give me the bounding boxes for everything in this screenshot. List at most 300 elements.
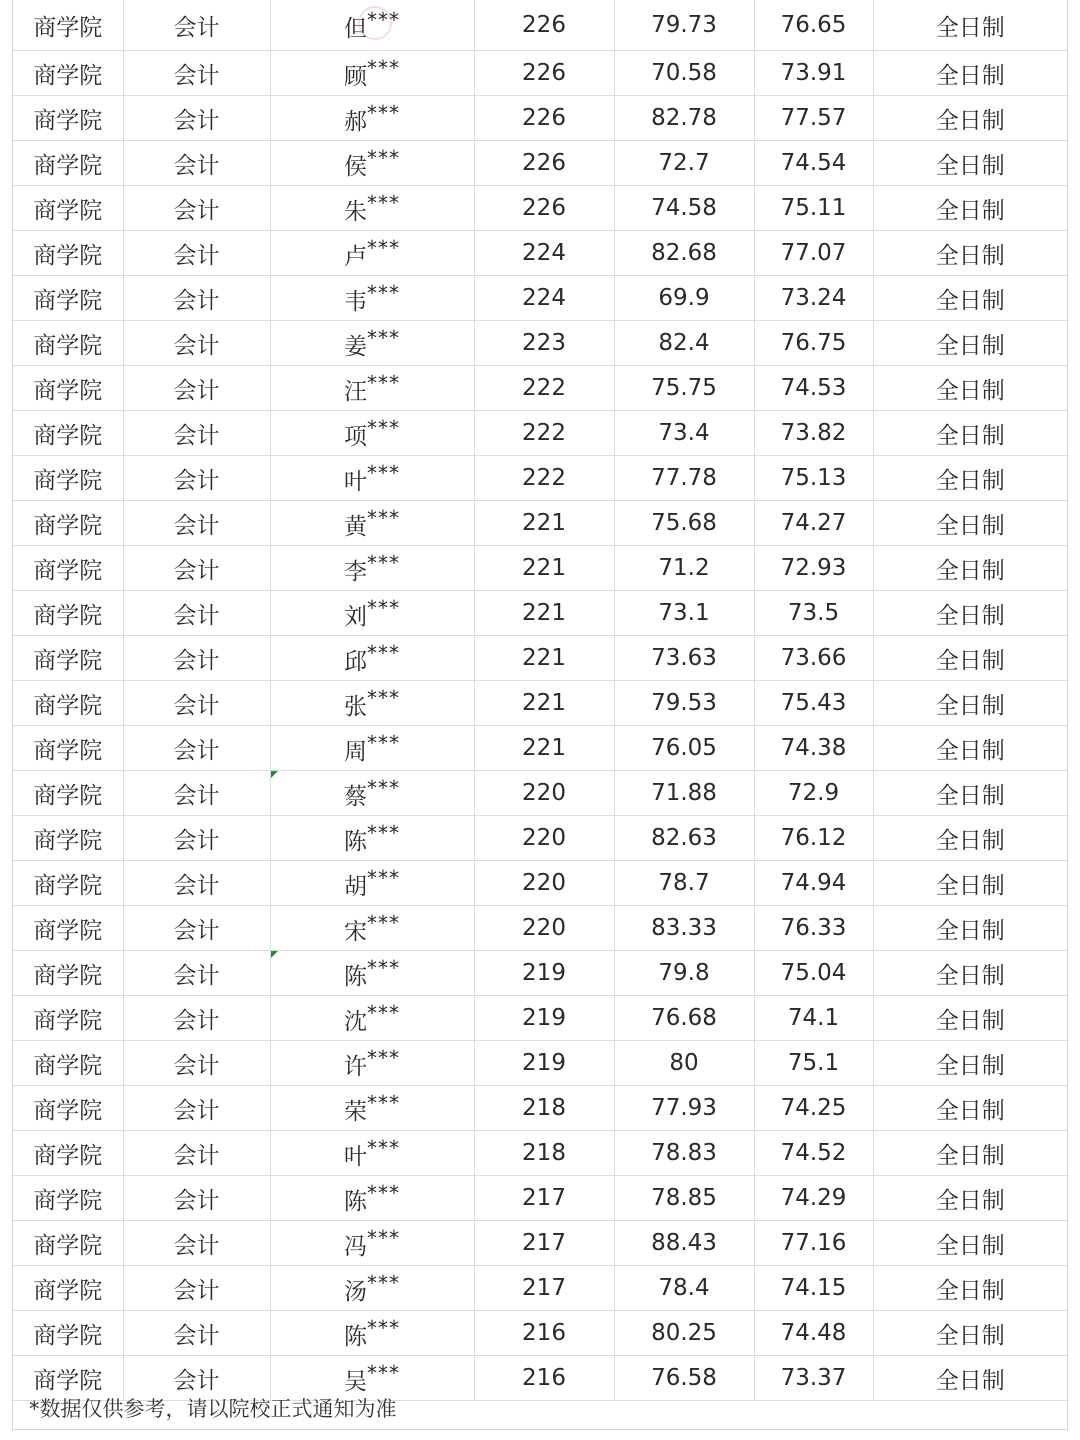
surname: 蔡 <box>344 783 367 810</box>
masked-name <box>344 1001 400 1036</box>
total-score-cell: 74.1 <box>754 996 873 1041</box>
name-cell <box>270 1221 474 1266</box>
surname: 韦 <box>344 288 367 315</box>
masked-name <box>344 1091 400 1126</box>
name-mask: *** <box>367 280 400 305</box>
table-row <box>13 0 1067 51</box>
total-score-cell: 75.11 <box>754 186 873 231</box>
table-row <box>13 996 1067 1041</box>
retest-score-cell: 79.53 <box>614 681 754 726</box>
total-score-cell: 74.38 <box>754 726 873 771</box>
total-score-cell: 73.82 <box>754 411 873 456</box>
major-cell: 会计 <box>123 726 270 771</box>
school-cell: 商学院 <box>13 1266 123 1311</box>
major-cell: 会计 <box>123 141 270 186</box>
name-mask: *** <box>367 1315 400 1340</box>
initial-score-cell: 220 <box>474 816 614 861</box>
spreadsheet-table-container <box>12 0 1068 1430</box>
study-mode-cell: 全日制 <box>873 1266 1067 1311</box>
name-mask: *** <box>367 145 400 170</box>
retest-score-cell: 82.78 <box>614 96 754 141</box>
study-mode-cell: 全日制 <box>873 1176 1067 1221</box>
surname: 胡 <box>344 873 367 900</box>
surname: 沈 <box>344 1008 367 1035</box>
major-cell: 会计 <box>123 456 270 501</box>
total-score-cell: 74.53 <box>754 366 873 411</box>
study-mode-cell: 全日制 <box>873 366 1067 411</box>
total-score-cell: 73.37 <box>754 1356 873 1401</box>
initial-score-cell: 219 <box>474 996 614 1041</box>
major-cell: 会计 <box>123 636 270 681</box>
table-row <box>13 321 1067 366</box>
school-cell: 商学院 <box>13 1131 123 1176</box>
name-mask: *** <box>367 370 400 395</box>
initial-score-cell: 222 <box>474 411 614 456</box>
table-row <box>13 726 1067 771</box>
retest-score-cell: 80 <box>614 1041 754 1086</box>
masked-name <box>344 686 400 721</box>
total-score-cell: 76.33 <box>754 906 873 951</box>
name-mask: *** <box>367 100 400 125</box>
school-cell: 商学院 <box>13 906 123 951</box>
initial-score-cell: 226 <box>474 141 614 186</box>
masked-name <box>344 56 400 91</box>
school-cell: 商学院 <box>13 276 123 321</box>
initial-score-cell: 218 <box>474 1131 614 1176</box>
initial-score-cell: 216 <box>474 1311 614 1356</box>
school-cell: 商学院 <box>13 861 123 906</box>
study-mode-cell: 全日制 <box>873 186 1067 231</box>
surname: 郝 <box>344 108 367 135</box>
retest-score-cell: 80.25 <box>614 1311 754 1356</box>
masked-name <box>344 596 400 631</box>
surname: 但 <box>344 15 367 42</box>
name-cell <box>270 816 474 861</box>
name-cell <box>270 636 474 681</box>
study-mode-cell: 全日制 <box>873 771 1067 816</box>
school-cell: 商学院 <box>13 1221 123 1266</box>
name-mask: *** <box>367 1000 400 1025</box>
school-cell: 商学院 <box>13 231 123 276</box>
major-cell: 会计 <box>123 96 270 141</box>
initial-score-cell: 223 <box>474 321 614 366</box>
initial-score-cell: 217 <box>474 1176 614 1221</box>
retest-score-cell: 78.83 <box>614 1131 754 1176</box>
name-mask: *** <box>367 685 400 710</box>
name-mask: *** <box>367 865 400 890</box>
masked-name <box>344 281 400 316</box>
name-mask: *** <box>367 1090 400 1115</box>
study-mode-cell: 全日制 <box>873 861 1067 906</box>
surname: 黄 <box>344 513 367 540</box>
table-row <box>13 141 1067 186</box>
major-cell: 会计 <box>123 411 270 456</box>
study-mode-cell: 全日制 <box>873 1311 1067 1356</box>
retest-score-cell: 79.8 <box>614 951 754 996</box>
study-mode-cell: 全日制 <box>873 276 1067 321</box>
school-cell: 商学院 <box>13 141 123 186</box>
major-cell: 会计 <box>123 906 270 951</box>
school-cell: 商学院 <box>13 636 123 681</box>
table-row <box>13 636 1067 681</box>
surname: 卢 <box>344 243 367 270</box>
masked-name <box>344 1316 400 1351</box>
masked-name <box>344 551 400 586</box>
total-score-cell: 75.13 <box>754 456 873 501</box>
total-score-cell: 76.12 <box>754 816 873 861</box>
total-score-cell: 75.43 <box>754 681 873 726</box>
name-cell <box>270 1176 474 1221</box>
name-cell <box>270 1131 474 1176</box>
table-row <box>13 1221 1067 1266</box>
masked-name <box>344 101 400 136</box>
name-cell <box>270 861 474 906</box>
initial-score-cell: 219 <box>474 951 614 996</box>
initial-score-cell: 226 <box>474 0 614 51</box>
study-mode-cell: 全日制 <box>873 591 1067 636</box>
study-mode-cell: 全日制 <box>873 96 1067 141</box>
name-cell <box>270 411 474 456</box>
initial-score-cell: 216 <box>474 1356 614 1401</box>
total-score-cell: 77.07 <box>754 231 873 276</box>
table-row <box>13 1311 1067 1356</box>
name-mask: *** <box>367 190 400 215</box>
table-row <box>13 411 1067 456</box>
major-cell: 会计 <box>123 321 270 366</box>
initial-score-cell: 221 <box>474 681 614 726</box>
major-cell: 会计 <box>123 951 270 996</box>
surname: 李 <box>344 558 367 585</box>
surname: 朱 <box>344 198 367 225</box>
table-row <box>13 951 1067 996</box>
name-mask: *** <box>367 235 400 260</box>
major-cell: 会计 <box>123 1086 270 1131</box>
masked-name <box>344 866 400 901</box>
study-mode-cell: 全日制 <box>873 321 1067 366</box>
masked-name <box>344 641 400 676</box>
retest-score-cell: 78.4 <box>614 1266 754 1311</box>
school-cell: 商学院 <box>13 51 123 96</box>
initial-score-cell: 217 <box>474 1221 614 1266</box>
table-row <box>13 96 1067 141</box>
study-mode-cell: 全日制 <box>873 1221 1067 1266</box>
school-cell: 商学院 <box>13 816 123 861</box>
surname: 冯 <box>344 1233 367 1260</box>
major-cell: 会计 <box>123 591 270 636</box>
school-cell: 商学院 <box>13 1311 123 1356</box>
name-cell <box>270 546 474 591</box>
initial-score-cell: 221 <box>474 501 614 546</box>
masked-name <box>344 191 400 226</box>
school-cell: 商学院 <box>13 996 123 1041</box>
initial-score-cell: 226 <box>474 51 614 96</box>
surname: 侯 <box>344 153 367 180</box>
name-mask: *** <box>367 775 400 800</box>
initial-score-cell: 222 <box>474 366 614 411</box>
name-cell <box>270 321 474 366</box>
surname: 叶 <box>344 1143 367 1170</box>
retest-score-cell: 76.68 <box>614 996 754 1041</box>
surname: 陈 <box>344 963 367 990</box>
surname: 陈 <box>344 1188 367 1215</box>
surname: 汪 <box>344 378 367 405</box>
retest-score-cell: 71.88 <box>614 771 754 816</box>
masked-name <box>344 1181 400 1216</box>
name-cell <box>270 1266 474 1311</box>
school-cell: 商学院 <box>13 591 123 636</box>
surname: 张 <box>344 693 367 720</box>
study-mode-cell: 全日制 <box>873 1356 1067 1401</box>
name-cell <box>270 726 474 771</box>
total-score-cell: 76.65 <box>754 0 873 51</box>
surname: 项 <box>344 423 367 450</box>
surname: 汤 <box>344 1278 367 1305</box>
retest-score-cell: 70.58 <box>614 51 754 96</box>
masked-name <box>344 326 400 361</box>
surname: 陈 <box>344 828 367 855</box>
table-row <box>13 1176 1067 1221</box>
total-score-cell: 72.9 <box>754 771 873 816</box>
major-cell: 会计 <box>123 1176 270 1221</box>
total-score-cell: 74.48 <box>754 1311 873 1356</box>
masked-name <box>344 956 400 991</box>
name-cell <box>270 231 474 276</box>
retest-score-cell: 88.43 <box>614 1221 754 1266</box>
name-mask: *** <box>367 1225 400 1250</box>
study-mode-cell: 全日制 <box>873 51 1067 96</box>
retest-score-cell: 75.75 <box>614 366 754 411</box>
major-cell: 会计 <box>123 501 270 546</box>
initial-score-cell: 219 <box>474 1041 614 1086</box>
retest-score-cell: 74.58 <box>614 186 754 231</box>
table-row <box>13 366 1067 411</box>
initial-score-cell: 221 <box>474 636 614 681</box>
study-mode-cell: 全日制 <box>873 1041 1067 1086</box>
major-cell: 会计 <box>123 861 270 906</box>
table-row <box>13 681 1067 726</box>
retest-score-cell: 73.4 <box>614 411 754 456</box>
name-cell <box>270 1311 474 1356</box>
surname: 荣 <box>344 1098 367 1125</box>
name-mask: *** <box>367 955 400 980</box>
name-mask: *** <box>367 550 400 575</box>
table-row <box>13 456 1067 501</box>
masked-name <box>344 416 400 451</box>
study-mode-cell: 全日制 <box>873 231 1067 276</box>
name-cell <box>270 1086 474 1131</box>
name-cell <box>270 276 474 321</box>
initial-score-cell: 220 <box>474 861 614 906</box>
total-score-cell: 74.94 <box>754 861 873 906</box>
school-cell: 商学院 <box>13 321 123 366</box>
initial-score-cell: 226 <box>474 186 614 231</box>
school-cell: 商学院 <box>13 186 123 231</box>
name-cell <box>270 1041 474 1086</box>
masked-name <box>344 461 400 496</box>
name-mask: *** <box>367 820 400 845</box>
name-cell <box>270 141 474 186</box>
total-score-cell: 74.29 <box>754 1176 873 1221</box>
masked-name <box>344 1046 400 1081</box>
score-table <box>13 0 1067 1401</box>
name-mask: *** <box>367 1045 400 1070</box>
name-cell <box>270 906 474 951</box>
surname: 顾 <box>344 63 367 90</box>
surname: 吴 <box>344 1368 367 1395</box>
retest-score-cell: 79.73 <box>614 0 754 51</box>
name-mask: *** <box>367 1270 400 1295</box>
total-score-cell: 74.25 <box>754 1086 873 1131</box>
major-cell: 会计 <box>123 0 270 51</box>
retest-score-cell: 77.78 <box>614 456 754 501</box>
masked-name <box>344 911 400 946</box>
major-cell: 会计 <box>123 1221 270 1266</box>
study-mode-cell: 全日制 <box>873 0 1067 51</box>
initial-score-cell: 224 <box>474 276 614 321</box>
name-cell <box>270 456 474 501</box>
total-score-cell: 73.24 <box>754 276 873 321</box>
masked-name <box>344 1361 400 1396</box>
table-row <box>13 1086 1067 1131</box>
name-mask: *** <box>367 910 400 935</box>
table-row <box>13 276 1067 321</box>
initial-score-cell: 220 <box>474 771 614 816</box>
masked-name <box>344 821 400 856</box>
surname: 陈 <box>344 1323 367 1350</box>
major-cell: 会计 <box>123 546 270 591</box>
total-score-cell: 72.93 <box>754 546 873 591</box>
school-cell: 商学院 <box>13 951 123 996</box>
study-mode-cell: 全日制 <box>873 456 1067 501</box>
masked-name <box>344 236 400 271</box>
retest-score-cell: 82.63 <box>614 816 754 861</box>
loading-ring-icon <box>358 6 392 40</box>
name-mask: *** <box>367 505 400 530</box>
retest-score-cell: 77.93 <box>614 1086 754 1131</box>
total-score-cell: 77.16 <box>754 1221 873 1266</box>
name-cell <box>270 186 474 231</box>
name-mask: *** <box>367 325 400 350</box>
initial-score-cell: 221 <box>474 591 614 636</box>
major-cell: 会计 <box>123 1356 270 1401</box>
cell-comment-flag-icon <box>271 951 278 958</box>
study-mode-cell: 全日制 <box>873 411 1067 456</box>
name-cell <box>270 96 474 141</box>
name-cell <box>270 771 474 816</box>
school-cell: 商学院 <box>13 771 123 816</box>
table-row <box>13 771 1067 816</box>
name-cell <box>270 591 474 636</box>
study-mode-cell: 全日制 <box>873 546 1067 591</box>
school-cell: 商学院 <box>13 1086 123 1131</box>
masked-name <box>344 731 400 766</box>
total-score-cell: 75.04 <box>754 951 873 996</box>
cell-comment-flag-icon <box>271 771 278 778</box>
retest-score-cell: 78.7 <box>614 861 754 906</box>
surname: 周 <box>344 738 367 765</box>
name-cell <box>270 681 474 726</box>
initial-score-cell: 217 <box>474 1266 614 1311</box>
name-cell <box>270 996 474 1041</box>
retest-score-cell: 76.05 <box>614 726 754 771</box>
major-cell: 会计 <box>123 681 270 726</box>
study-mode-cell: 全日制 <box>873 726 1067 771</box>
name-mask: *** <box>367 730 400 755</box>
retest-score-cell: 71.2 <box>614 546 754 591</box>
name-cell <box>270 51 474 96</box>
masked-name <box>344 1271 400 1306</box>
total-score-cell: 77.57 <box>754 96 873 141</box>
total-score-cell: 73.5 <box>754 591 873 636</box>
major-cell: 会计 <box>123 51 270 96</box>
retest-score-cell: 72.7 <box>614 141 754 186</box>
major-cell: 会计 <box>123 816 270 861</box>
major-cell: 会计 <box>123 1041 270 1086</box>
table-row <box>13 1041 1067 1086</box>
study-mode-cell: 全日制 <box>873 951 1067 996</box>
school-cell: 商学院 <box>13 0 123 51</box>
initial-score-cell: 226 <box>474 96 614 141</box>
school-cell: 商学院 <box>13 96 123 141</box>
major-cell: 会计 <box>123 276 270 321</box>
name-cell <box>270 951 474 996</box>
school-cell: 商学院 <box>13 1041 123 1086</box>
name-mask: *** <box>367 1180 400 1205</box>
table-row <box>13 546 1067 591</box>
masked-name <box>344 776 400 811</box>
school-cell: 商学院 <box>13 546 123 591</box>
name-mask: *** <box>367 460 400 485</box>
study-mode-cell: 全日制 <box>873 816 1067 861</box>
school-cell: 商学院 <box>13 1356 123 1401</box>
name-cell <box>270 366 474 411</box>
retest-score-cell: 75.68 <box>614 501 754 546</box>
school-cell: 商学院 <box>13 726 123 771</box>
major-cell: 会计 <box>123 231 270 276</box>
surname: 宋 <box>344 918 367 945</box>
surname: 叶 <box>344 468 367 495</box>
study-mode-cell: 全日制 <box>873 1086 1067 1131</box>
school-cell: 商学院 <box>13 501 123 546</box>
table-row <box>13 1131 1067 1176</box>
surname: 许 <box>344 1053 367 1080</box>
study-mode-cell: 全日制 <box>873 996 1067 1041</box>
table-row <box>13 51 1067 96</box>
total-score-cell: 73.91 <box>754 51 873 96</box>
table-row <box>13 816 1067 861</box>
name-mask: *** <box>367 415 400 440</box>
initial-score-cell: 222 <box>474 456 614 501</box>
initial-score-cell: 221 <box>474 726 614 771</box>
major-cell: 会计 <box>123 1131 270 1176</box>
study-mode-cell: 全日制 <box>873 906 1067 951</box>
initial-score-cell: 218 <box>474 1086 614 1131</box>
major-cell: 会计 <box>123 1266 270 1311</box>
masked-name <box>344 506 400 541</box>
masked-name <box>344 8 400 43</box>
study-mode-cell: 全日制 <box>873 1131 1067 1176</box>
masked-name <box>344 1226 400 1261</box>
table-row <box>13 231 1067 276</box>
school-cell: 商学院 <box>13 456 123 501</box>
retest-score-cell: 76.58 <box>614 1356 754 1401</box>
retest-score-cell: 83.33 <box>614 906 754 951</box>
name-cell <box>270 501 474 546</box>
name-mask: *** <box>367 1360 400 1385</box>
table-row <box>13 861 1067 906</box>
name-mask: *** <box>367 1135 400 1160</box>
retest-score-cell: 73.1 <box>614 591 754 636</box>
